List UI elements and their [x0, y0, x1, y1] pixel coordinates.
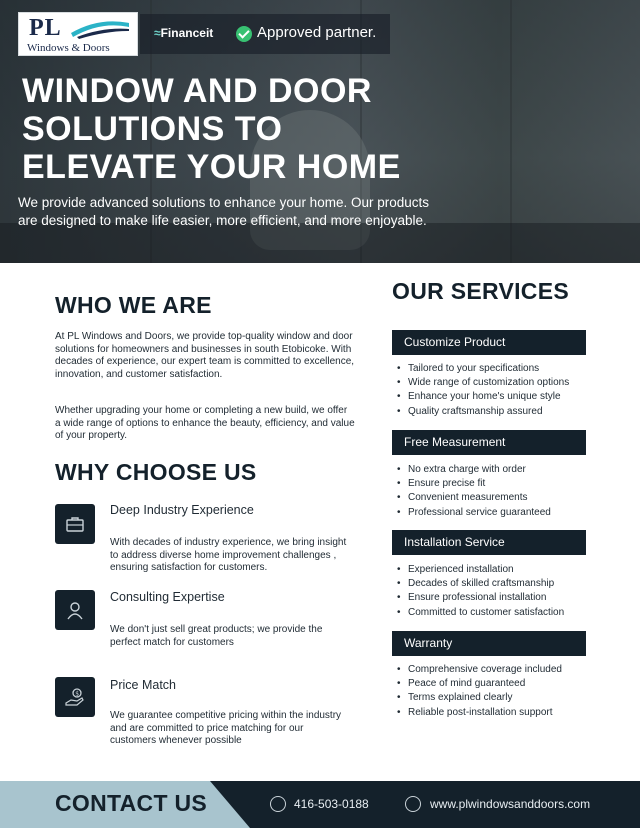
list-item: • Reliable post-installation support — [396, 706, 596, 720]
list-item: • Ensure professional installation — [396, 591, 596, 605]
who-paragraph-2: Whether upgrading your home or completing a new build, we offer a wide range of options to enhance the beauty, efficiency, and value of your property. — [55, 405, 355, 442]
partner-badge — [140, 14, 390, 54]
list-item: • Enhance your home's unique style — [396, 390, 596, 404]
list-item: • Wide range of customization options — [396, 376, 596, 390]
list-item: • Experienced installation — [396, 563, 596, 577]
money-hand-icon — [55, 677, 95, 717]
company-logo[interactable] — [18, 12, 138, 56]
service-list-measurement — [396, 463, 596, 520]
website-link[interactable]: www.plwindowsanddoors.com — [430, 797, 591, 811]
svg-text:$: $ — [75, 690, 80, 698]
briefcase-icon — [55, 504, 95, 544]
service-heading-warranty: Warranty — [392, 631, 586, 656]
why-choose-us-heading: WHY CHOOSE US — [55, 459, 257, 485]
list-item: • Tailored to your specifications — [396, 362, 596, 376]
list-item: • Convenient measurements — [396, 491, 596, 505]
service-heading-installation: Installation Service — [392, 530, 586, 555]
feature-title: Deep Industry Experience — [110, 503, 254, 517]
list-item: • Professional service guaranteed — [396, 506, 596, 520]
feature-title: Price Match — [110, 678, 176, 692]
list-item: • Decades of skilled craftsmanship — [396, 577, 596, 591]
logo-swoosh-icon — [69, 19, 131, 39]
phone-icon — [270, 796, 286, 812]
feature-text: With decades of industry experience, we bring insight to address diverse home improvement challenges , ensuring satisfaction for customers. — [110, 537, 347, 574]
service-list-warranty — [396, 663, 596, 720]
list-item: • Committed to customer satisfaction — [396, 606, 596, 620]
hero-banner — [0, 0, 640, 263]
globe-icon — [405, 796, 421, 812]
list-item: • Quality craftsmanship assured — [396, 405, 596, 419]
list-item: • Comprehensive coverage included — [396, 663, 596, 677]
logo-name: Windows & Doors — [27, 42, 110, 54]
hero-description: We provide advanced solutions to enhance your home. Our products are designed to make life easier, more efficient, and more enjoyable. — [18, 195, 429, 228]
who-paragraph-1: At PL Windows and Doors, we provide top-quality window and door solutions for homeowners and businesses in south Etobicoke. With decades of experience, our expert team is committed to excellence, innovation, and customer satisfaction. — [55, 331, 355, 380]
check-icon — [236, 26, 252, 42]
service-list-customize — [396, 362, 596, 419]
list-item: • Ensure precise fit — [396, 477, 596, 491]
financeit-logo: ≈Financeit — [154, 26, 214, 40]
who-we-are-heading: WHO WE ARE — [55, 292, 212, 318]
logo-mark: PL — [29, 15, 62, 41]
contact-us-heading: CONTACT US — [55, 790, 208, 816]
feature-text: We guarantee competitive pricing within the industry and are committed to price matching for our customers whenever possible — [110, 710, 342, 747]
our-services-heading: OUR SERVICES — [392, 278, 569, 304]
service-list-installation — [396, 563, 596, 620]
list-item: • Terms explained clearly — [396, 691, 596, 705]
list-item: • No extra charge with order — [396, 463, 596, 477]
phone-number[interactable]: 416-503-0188 — [294, 797, 369, 811]
user-icon — [55, 590, 95, 630]
contact-footer — [0, 781, 640, 828]
feature-text: We don't just sell great products; we provide the perfect match for customers — [110, 624, 323, 648]
hero-title: WINDOW AND DOOR SOLUTIONS TO ELEVATE YOUR HOME — [22, 72, 401, 186]
feature-title: Consulting Expertise — [110, 590, 225, 604]
service-heading-measurement: Free Measurement — [392, 430, 586, 455]
service-heading-customize: Customize Product — [392, 330, 586, 355]
approved-partner-text: Approved partner. — [257, 24, 377, 41]
list-item: • Peace of mind guaranteed — [396, 677, 596, 691]
